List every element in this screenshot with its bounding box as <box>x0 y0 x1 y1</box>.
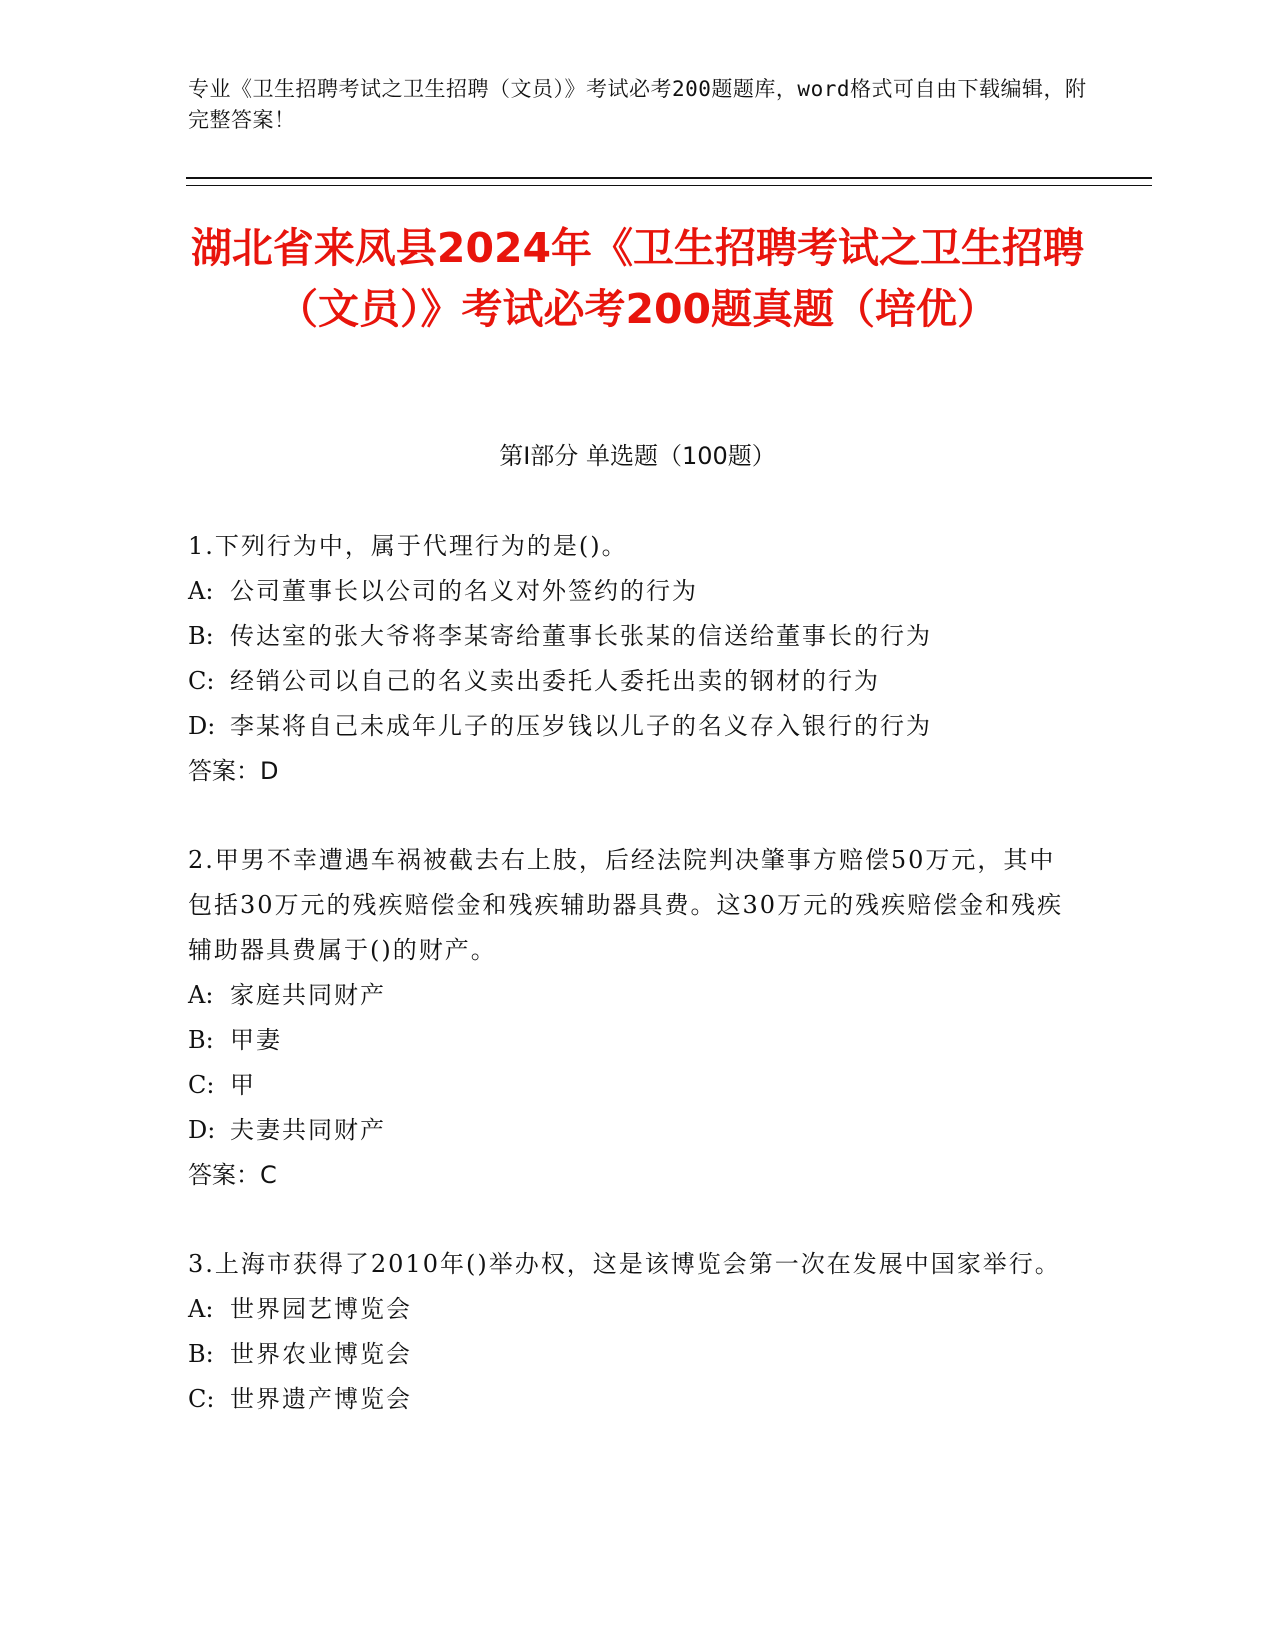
question-stem: 3.上海市获得了2010年()举办权，这是该博览会第一次在发展中国家举行。 <box>188 1250 1061 1278</box>
option-key: D: <box>188 712 216 740</box>
option-b <box>188 1332 1078 1377</box>
option-text: 世界园艺博览会 <box>230 1295 412 1323</box>
header-note: 专业《卫生招聘考试之卫生招聘（文员）》考试必考200题题库，word格式可自由下载编辑，附完整答案！ <box>188 77 1087 132</box>
header-divider-thin <box>186 185 1152 186</box>
option-key: C: <box>188 667 215 695</box>
option-key: A: <box>188 981 214 1009</box>
option-key: B: <box>188 1340 214 1368</box>
question-stem: 1.下列行为中，属于代理行为的是()。 <box>188 532 628 560</box>
option-a <box>188 569 1078 614</box>
question-list <box>188 524 1078 1466</box>
option-key: C: <box>188 1071 215 1099</box>
header-divider-thick <box>186 177 1152 179</box>
option-a <box>188 973 1078 1018</box>
option-c <box>188 1063 1078 1108</box>
option-c <box>188 1377 1078 1422</box>
option-key: B: <box>188 1026 214 1054</box>
option-text: 夫妻共同财产 <box>230 1116 386 1144</box>
option-text: 世界农业博览会 <box>230 1340 412 1368</box>
option-text: 经销公司以自己的名义卖出委托人委托出卖的钢材的行为 <box>230 667 880 695</box>
option-text: 甲 <box>230 1071 256 1099</box>
question-3 <box>188 1242 1078 1422</box>
option-key: A: <box>188 1295 214 1323</box>
answer: 答案：D <box>188 757 279 785</box>
question-stem: 2.甲男不幸遭遇车祸被截去右上肢，后经法院判决肇事方赔偿50万元，其中包括30万元的残疾赔偿金和残疾辅助器具费。这30万元的残疾赔偿金和残疾辅助器具费属于()的财产。 <box>188 846 1064 964</box>
option-b <box>188 1018 1078 1063</box>
option-a <box>188 1287 1078 1332</box>
question-2 <box>188 838 1078 1198</box>
option-text: 家庭共同财产 <box>230 981 386 1009</box>
option-text: 甲妻 <box>230 1026 282 1054</box>
option-text: 公司董事长以公司的名义对外签约的行为 <box>230 577 698 605</box>
option-key: D: <box>188 1116 216 1144</box>
section-title: 第I部分 单选题（100题） <box>499 442 776 470</box>
option-text: 李某将自己未成年儿子的压岁钱以儿子的名义存入银行的行为 <box>230 712 932 740</box>
option-b <box>188 614 1078 659</box>
option-c <box>188 659 1078 704</box>
option-key: B: <box>188 622 214 650</box>
option-text: 传达室的张大爷将李某寄给董事长张某的信送给董事长的行为 <box>230 622 932 650</box>
answer: 答案：C <box>188 1161 277 1189</box>
question-1 <box>188 524 1078 794</box>
option-d <box>188 704 1078 749</box>
option-text: 世界遗产博览会 <box>230 1385 412 1413</box>
document-title: 湖北省来凤县2024年《卫生招聘考试之卫生招聘（文员）》考试必考200题真题（培优） <box>190 224 1085 333</box>
option-key: A: <box>188 577 214 605</box>
option-key: C: <box>188 1385 215 1413</box>
option-d <box>188 1108 1078 1153</box>
